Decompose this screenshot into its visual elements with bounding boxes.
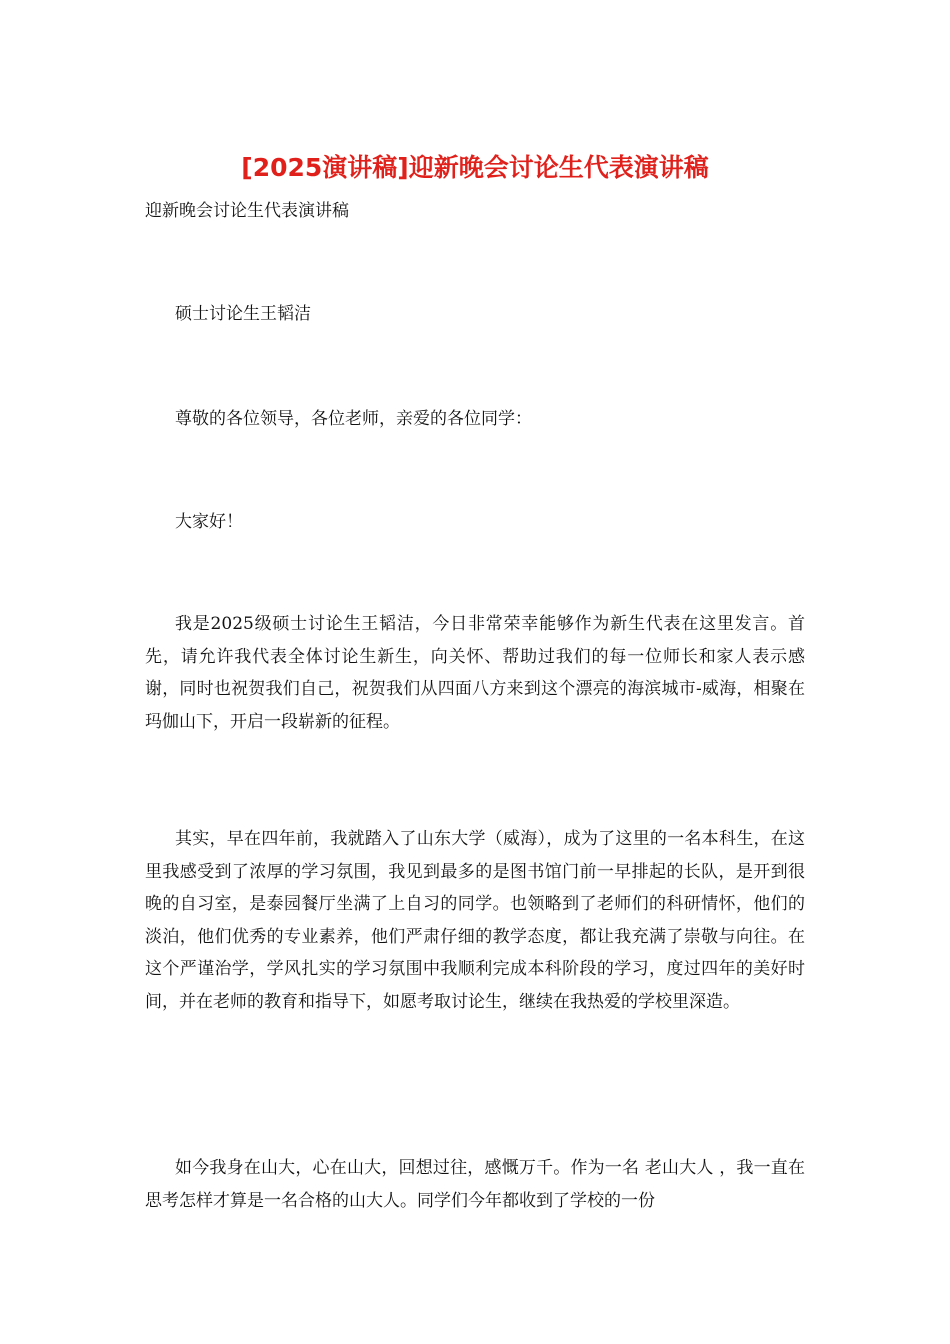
document-title: [2025演讲稿]迎新晚会讨论生代表演讲稿 xyxy=(241,153,709,182)
greeting-line: 尊敬的各位领导，各位老师，亲爱的各位同学： xyxy=(175,409,532,429)
document-subtitle: 迎新晚会讨论生代表演讲稿 xyxy=(145,201,349,221)
body-paragraph-3: 如今我身在山大，心在山大，回想过往，感慨万千。作为一名 老山大人 ，我一直在思考怎样才算是一名合格的山大人。同学们今年都收到了学校的一份 xyxy=(145,1158,805,1211)
body-paragraph-1: 我是2025级硕士讨论生王韬洁，今日非常荣幸能够作为新生代表在这里发言。首先，请允许我代表全体讨论生新生，向关怀、帮助过我们的每一位师长和家人表示感谢，同时也祝贺我们自己，祝贺我们从四面八方来到这个漂亮的海滨城市-威海，相聚在玛伽山下，开启一段崭新的征程。 xyxy=(145,614,805,732)
body-paragraph-2: 其实，早在四年前，我就踏入了山东大学（威海），成为了这里的一名本科生，在这里我感受到了浓厚的学习氛围，我见到最多的是图书馆门前一早排起的长队，是开到很晚的自习室，是泰园餐厅坐满了上自习的同学。也领略到了老师们的科研情怀，他们的淡泊，他们优秀的专业素养，他们严肃仔细的教学态度，都让我充满了崇敬与向往。在这个严谨治学，学风扎实的学习氛围中我顺利完成本科阶段的学习，度过四年的美好时间，并在老师的教育和指导下，如愿考取讨论生，继续在我热爱的学校里深造。 xyxy=(145,829,805,1012)
author-line: 硕士讨论生王韬洁 xyxy=(175,304,311,324)
hello-line: 大家好！ xyxy=(175,512,243,532)
